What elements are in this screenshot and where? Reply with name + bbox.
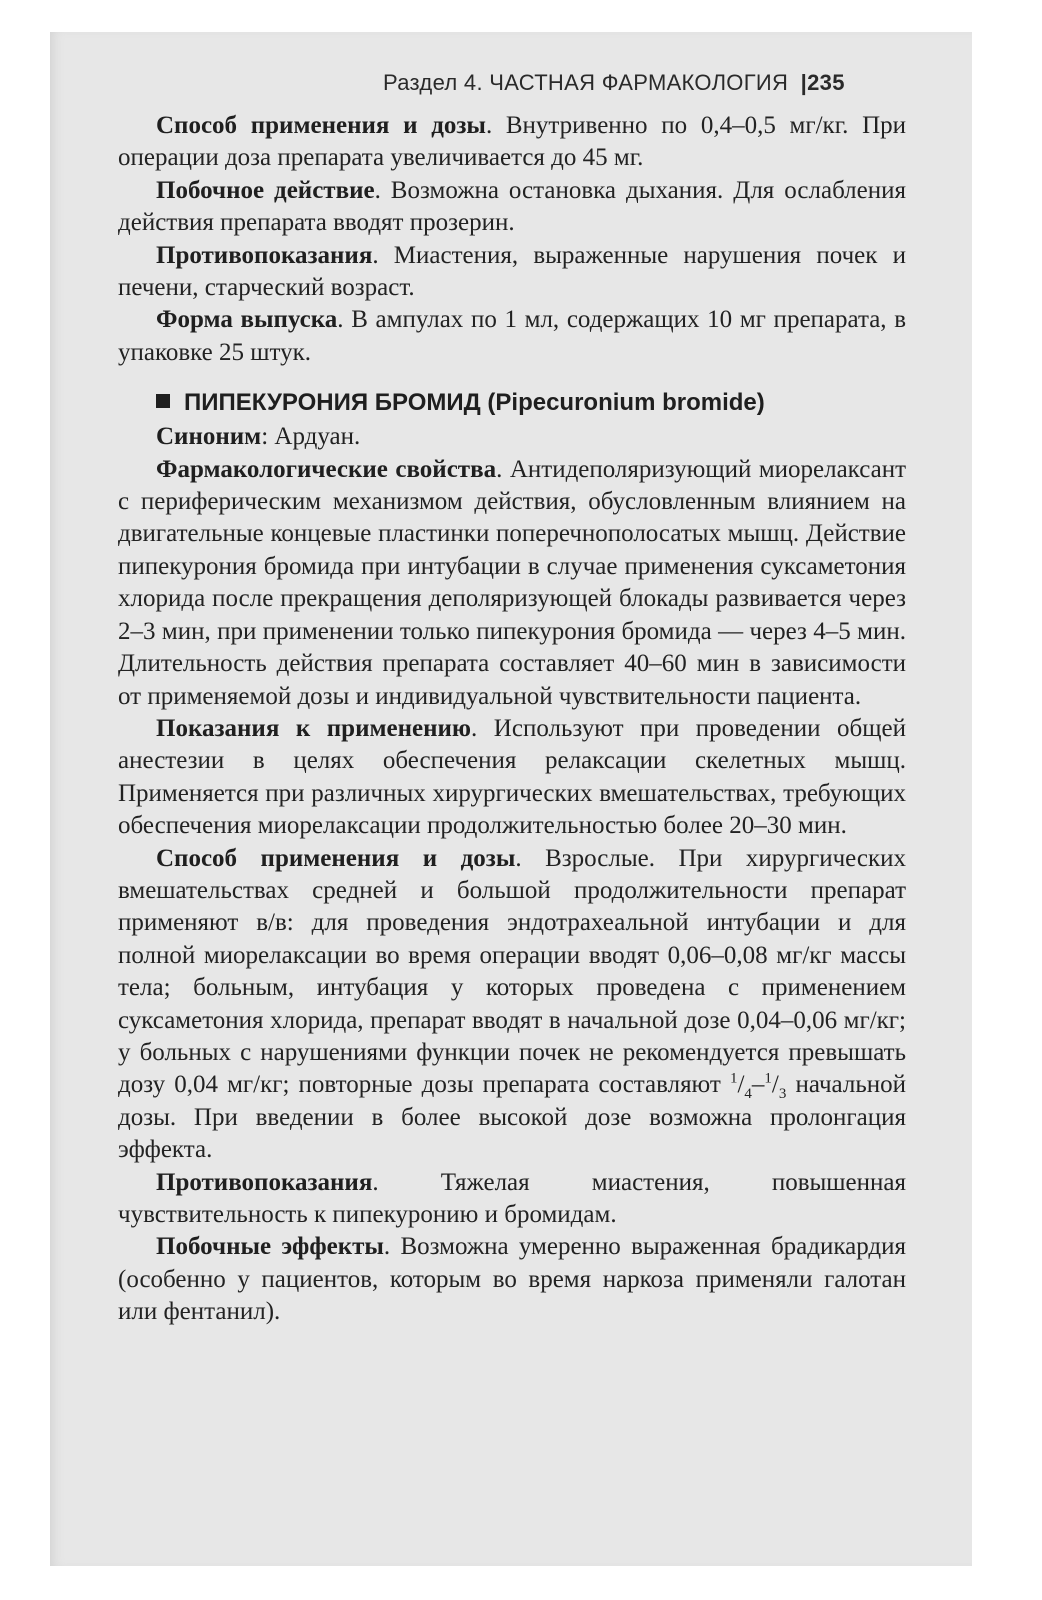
- paragraph-dosage-previous: [118, 110, 906, 175]
- paragraph-label: Показания к применению: [156, 714, 472, 742]
- paragraph-text: . Возможна умеренно выраженная брадикардия (особенно у пациентов, которым во время наркоза применяли галотан или фентанил).: [118, 1233, 906, 1326]
- drug-title: ПИПЕКУРОНИЯ БРОМИД (Pipecuronium bromide): [184, 389, 765, 417]
- paragraph-text: . В ампулах по 1 мл, содержащих 10 мг препарата, в упаковке 25 штук.: [118, 306, 906, 366]
- paragraph-label: Противопоказания: [156, 241, 373, 269]
- paragraph-label: Синоним: [156, 423, 262, 451]
- paragraph-pharmacology: [118, 454, 906, 713]
- paragraph-label: Побочное действие: [156, 176, 375, 204]
- paragraph-side-action-previous: [118, 175, 906, 240]
- paragraph-text: . Антидеполяризующий миорелаксант с периферическим механизмом действия, обусловленным влиянием на двигательные концевые пластинки поперечнополосатых мышц. Действие пипекурония бромида при интубации в случае применения суксаметония хлорида после прекращения деполяризующей блокады развивается через 2–3 мин, при применении только пипекурония бромида — через 4–5 мин. Длительность действия препарата составляет 40–60 мин в зависимости от применяемой дозы и индивидуальной чувствительности пациента.: [118, 455, 907, 710]
- paragraph-label: Противопоказания: [156, 1168, 373, 1196]
- paragraph-synonym: [118, 421, 906, 453]
- header-separator: |: [800, 70, 808, 95]
- page-number: 235: [807, 70, 845, 95]
- paragraph-label: Способ применения и дозы: [156, 844, 516, 872]
- paragraph-dosage: Способ применения и дозы. Взрослые. При хирургических вмешательствах средней и большой продолжительности препарат применяют в/в: для проведения эндотрахеальной интубации и для полной миорелаксации во время операции вводят 0,06–0,08 мг/кг массы тела; больным, интубация у которых проведена с применением суксаметония хлорида, препарат вводят в начальной дозе 0,04–0,06 мг/кг; у больных с нарушениями функции почек не рекомендуется превышать дозу 0,04 мг/кг; повторные дозы препарата составляют $^1/_4-^1/_3$ начальной дозы. При введении в более высокой дозе возможна пролонгация эффекта.: [118, 844, 907, 1164]
- paragraph-text: . Используют при проведении общей анестезии в целях обеспечения релаксации скелетных мышц. Применяется при различных хирургических вмешательствах, требующих обеспечения миорелаксации продолжительностью более 20–30 мин.: [118, 714, 906, 840]
- paragraph-text: . Тяжелая миастения, повышенная чувствительность к пипекуронию и бромидам.: [118, 1168, 906, 1228]
- drug-heading: [118, 385, 906, 421]
- paragraph-text: . Внутривенно по 0,4–0,5 мг/кг. При операции доза препарата увеличивается до 45 мг.: [118, 112, 907, 172]
- paragraph-contraindications: [118, 1167, 906, 1232]
- paragraph-text: . Миастения, выраженные нарушения почек и печени, старческий возраст.: [118, 241, 906, 302]
- fraction-denominator: 4: [744, 1086, 752, 1103]
- paragraph-side-effects: [118, 1231, 906, 1328]
- fraction-numerator: 1: [764, 1071, 772, 1088]
- paragraph-indications: [118, 713, 906, 843]
- paragraph-text: . Взрослые. При хирургических вмешательствах средней и большой продолжительности препарат применяют в/в: для проведения эндотрахеальной интубации и для полной миорелаксации во время операции вводят 0,06–0,08 мг/кг массы тела; больным, интубация у которых проведена с применением суксаметония хлорида, препарат вводят в начальной дозе 0,04–0,06 мг/кг; у больных с нарушениями функции почек не рекомендуется превышать дозу 0,04 мг/кг; повторные дозы препарата составляют: [118, 844, 907, 1099]
- fraction-dash: –: [751, 1071, 765, 1099]
- paragraph-text: начальной дозы. При введении в более высокой дозе возможна пролонгация эффекта.: [118, 1071, 906, 1164]
- paragraph-label: Форма выпуска: [156, 306, 338, 334]
- paragraph-text: . Возможна остановка дыхания. Для ослабления действия препарата вводят прозерин.: [118, 176, 906, 237]
- paragraph-release-form-previous: [118, 304, 906, 369]
- section-gap: [118, 369, 906, 381]
- page-body: [118, 110, 906, 1329]
- square-bullet-icon: [156, 394, 170, 408]
- fraction-denominator: 3: [778, 1086, 787, 1103]
- running-header: [383, 70, 903, 96]
- paragraph-label: Побочные эффекты: [156, 1233, 384, 1261]
- paragraph-text: : Ардуан.: [261, 423, 361, 451]
- fraction-numerator: 1: [729, 1071, 738, 1088]
- running-title: Раздел 4. ЧАСТНАЯ ФАРМАКОЛОГИЯ: [383, 70, 789, 95]
- paragraph-contraindications-previous: [118, 240, 906, 305]
- paragraph-label: Фармакологические свойства: [156, 455, 497, 483]
- paragraph-label: Способ применения и дозы: [156, 112, 486, 139]
